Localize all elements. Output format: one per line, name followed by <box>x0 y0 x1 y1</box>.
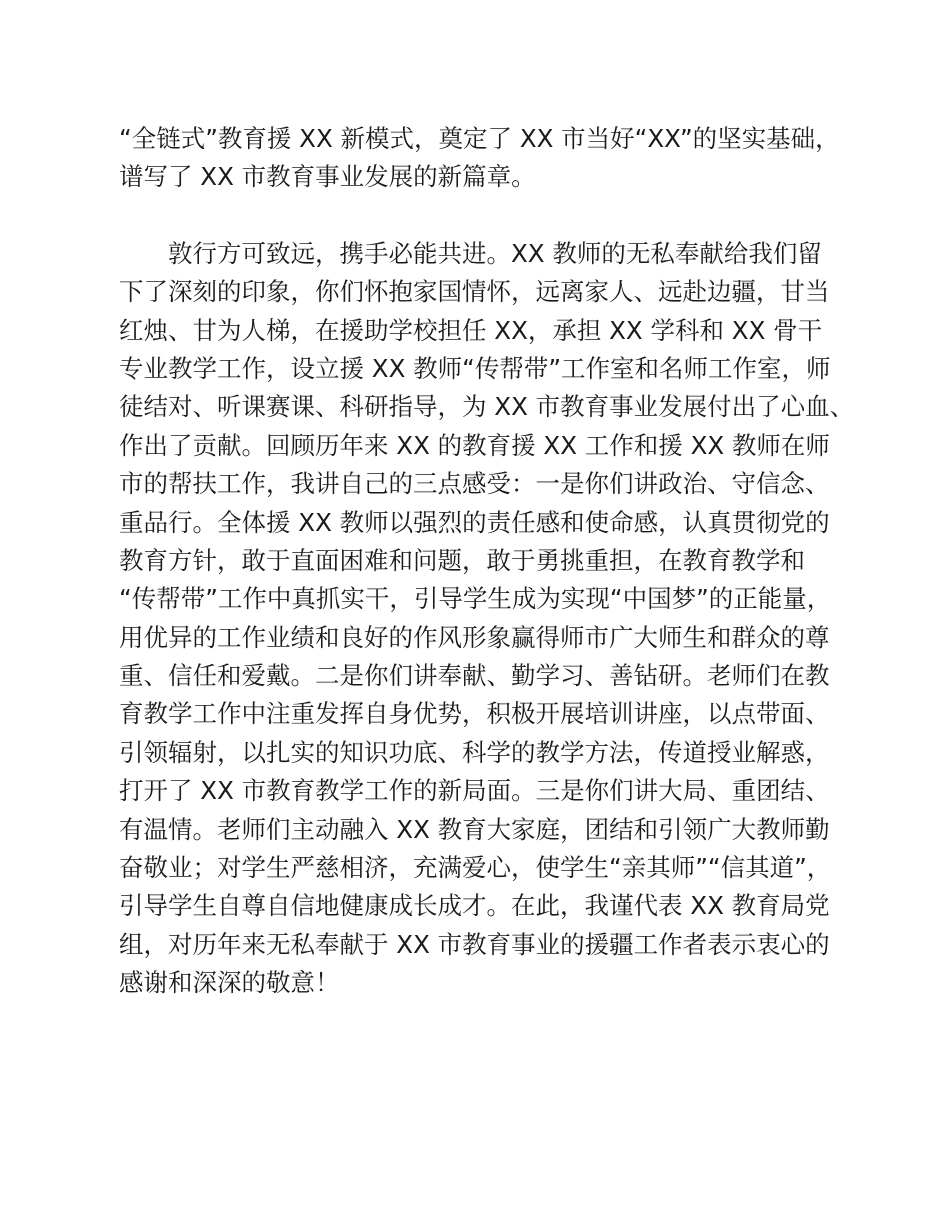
text-line: 作出了贡献。回顾历年来 XX 的教育援 XX 工作和援 XX 教师在师 <box>119 430 830 460</box>
text-line: 有温情。老师们主动融入 XX 教育大家庭，团结和引领广大教师勤 <box>119 814 830 844</box>
text-line: 下了深刻的印象，你们怀抱家国情怀，远离家人、远赴边疆，甘当 <box>119 277 830 307</box>
text-line: 感谢和深深的敬意！ <box>119 968 340 998</box>
text-line: 徒结对、听课赛课、科研指导，为 XX 市教育事业发展付出了心血、 <box>119 392 855 422</box>
text-line: 重、信任和爱戴。二是你们讲奉献、勤学习、善钻研。老师们在教 <box>119 661 830 691</box>
paragraph-2 <box>119 235 879 1003</box>
text-line: 用优异的工作业绩和良好的作风形象赢得师市广大师生和群众的尊 <box>119 622 830 652</box>
text-line: “全链式”教育援 XX 新模式，奠定了 XX 市当好“XX”的坚实基础， <box>119 124 840 153</box>
text-line: 组，对历年来无私奉献于 XX 市教育事业的援疆工作者表示衷心的 <box>119 929 830 959</box>
text-line: 引导学生自尊自信地健康成长成才。在此，我谨代表 XX 教育局党 <box>119 891 830 921</box>
paragraph-spacer <box>119 197 879 235</box>
text-line: 重品行。全体援 XX 教师以强烈的责任感和使命感，认真贯彻党的 <box>119 507 830 537</box>
text-line: 教育方针，敢于直面困难和问题，敢于勇挑重担，在教育教学和 <box>119 545 805 575</box>
text-line: 敦行方可致远，携手必能共进。XX 教师的无私奉献给我们留 <box>168 238 822 268</box>
paragraph-1 <box>119 120 879 197</box>
text-line: 育教学工作中注重发挥自身优势，积极开展培训讲座，以点带面、 <box>119 699 830 729</box>
text-line: “传帮带”工作中真抓实干，引导学生成为实现“中国梦”的正能量， <box>119 584 832 614</box>
text-line: 引领辐射，以扎实的知识功底、科学的教学方法，传道授业解惑， <box>119 737 830 767</box>
text-line: 红烛、甘为人梯，在援助学校担任 XX，承担 XX 学科和 XX 骨干 <box>119 315 823 345</box>
text-line: 奋敬业；对学生严慈相济，充满爱心，使学生“亲其师”“信其道”， <box>119 853 832 883</box>
text-line: 打开了 XX 市教育教学工作的新局面。三是你们讲大局、重团结、 <box>119 776 830 806</box>
text-line: 谱写了 XX 市教育事业发展的新篇章。 <box>119 162 536 192</box>
document-body <box>119 120 879 1003</box>
text-line: 市的帮扶工作，我讲自己的三点感受：一是你们讲政治、守信念、 <box>119 469 830 499</box>
text-line: 专业教学工作，设立援 XX 教师“传帮带”工作室和名师工作室，师 <box>119 353 831 383</box>
